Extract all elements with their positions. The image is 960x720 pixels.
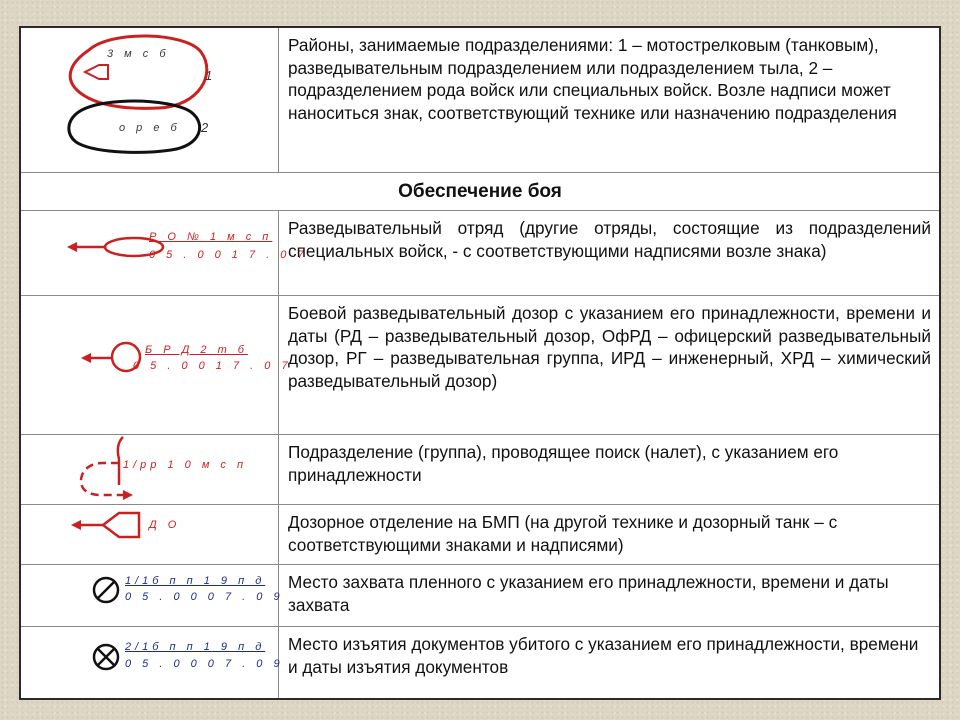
arrow-head-icon bbox=[123, 490, 133, 500]
table-row bbox=[21, 565, 939, 627]
table-row bbox=[21, 28, 939, 173]
unit-label: Р О № 1 м с п bbox=[149, 231, 273, 243]
symbol-cell bbox=[21, 505, 279, 564]
table-row bbox=[21, 435, 939, 505]
table-row bbox=[21, 211, 939, 296]
symbol-cell bbox=[21, 28, 279, 172]
patrol-squad-symbol bbox=[21, 505, 279, 565]
section-header-row bbox=[21, 173, 939, 211]
time-label: 0 5 . 0 0 0 7 . 0 9 bbox=[125, 658, 284, 670]
arrow-head-icon bbox=[71, 520, 81, 530]
tank-sign-icon bbox=[85, 65, 108, 79]
arrow-head-icon bbox=[67, 242, 77, 252]
table-row bbox=[21, 627, 939, 698]
area-2-label: о р е б bbox=[119, 122, 181, 134]
unit-label: Д О bbox=[149, 519, 181, 531]
arrow-head-icon bbox=[81, 353, 91, 363]
symbol-cell bbox=[21, 627, 284, 698]
description-text: Районы, занимаемые подразделениями: 1 – мотострелковым (танковым), разведывательным подразделением или подразделением тыла, 2 – подразделением рода войск или специальных войск. Возле надписи может наноситься знак, соответствующий технике или назначению подразделения bbox=[288, 35, 897, 123]
area-2-number: 2 bbox=[201, 120, 209, 135]
section-title: Обеспечение боя bbox=[398, 181, 562, 202]
area-1-number: 1 bbox=[205, 68, 213, 83]
symbol-cell bbox=[21, 435, 279, 504]
time-label: 0 5 . 0 0 1 7 . 0 7 bbox=[149, 249, 308, 261]
description-text: Боевой разведывательный дозор с указанием его принадлежности, времени и даты (РД – разведывательный дозор, ОфРД – офицерский разведывательный дозор, РГ – разведывательная группа, ИРД – инженерный, ХРД – химический разведывательный дозор) bbox=[288, 303, 931, 391]
description-text: Дозорное отделение на БМП (на другой технике и дозорный танк – с соответствующими знаками и надписями) bbox=[288, 512, 838, 555]
symbols-table bbox=[19, 26, 941, 700]
symbol-cell bbox=[21, 211, 308, 295]
time-label: 0 5 . 0 0 1 7 . 0 7 bbox=[133, 360, 292, 372]
description-text: Место изъятия документов убитого с указанием его принадлежности, времени и даты изъятия документов bbox=[288, 634, 919, 677]
unit-label: 1/рр 1 0 м с п bbox=[123, 459, 248, 471]
unit-label: Б Р Д 2 т б bbox=[145, 344, 248, 356]
table-row bbox=[21, 296, 939, 435]
description-text: Разведывательный отряд (другие отряды, состоящие из подразделений специальных войск, - с соответствующими надписями возле знака) bbox=[288, 218, 931, 261]
unit-label: 1/1б п п 1 9 п д bbox=[125, 575, 266, 587]
description-text: Подразделение (группа), проводящее поиск (налет), с указанием его принадлежности bbox=[288, 442, 839, 485]
unit-label: 2/1б п п 1 9 п д bbox=[125, 641, 266, 653]
symbol-cell bbox=[21, 296, 292, 434]
area-1-label: 3 м с б bbox=[107, 48, 170, 60]
table-row bbox=[21, 505, 939, 565]
description-text: Место захвата пленного с указанием его принадлежности, времени и даты захвата bbox=[288, 572, 889, 615]
bmp-icon bbox=[103, 513, 139, 537]
time-label: 0 5 . 0 0 0 7 . 0 9 bbox=[125, 591, 284, 603]
area-1-outline bbox=[70, 36, 207, 108]
symbol-cell bbox=[21, 565, 284, 626]
